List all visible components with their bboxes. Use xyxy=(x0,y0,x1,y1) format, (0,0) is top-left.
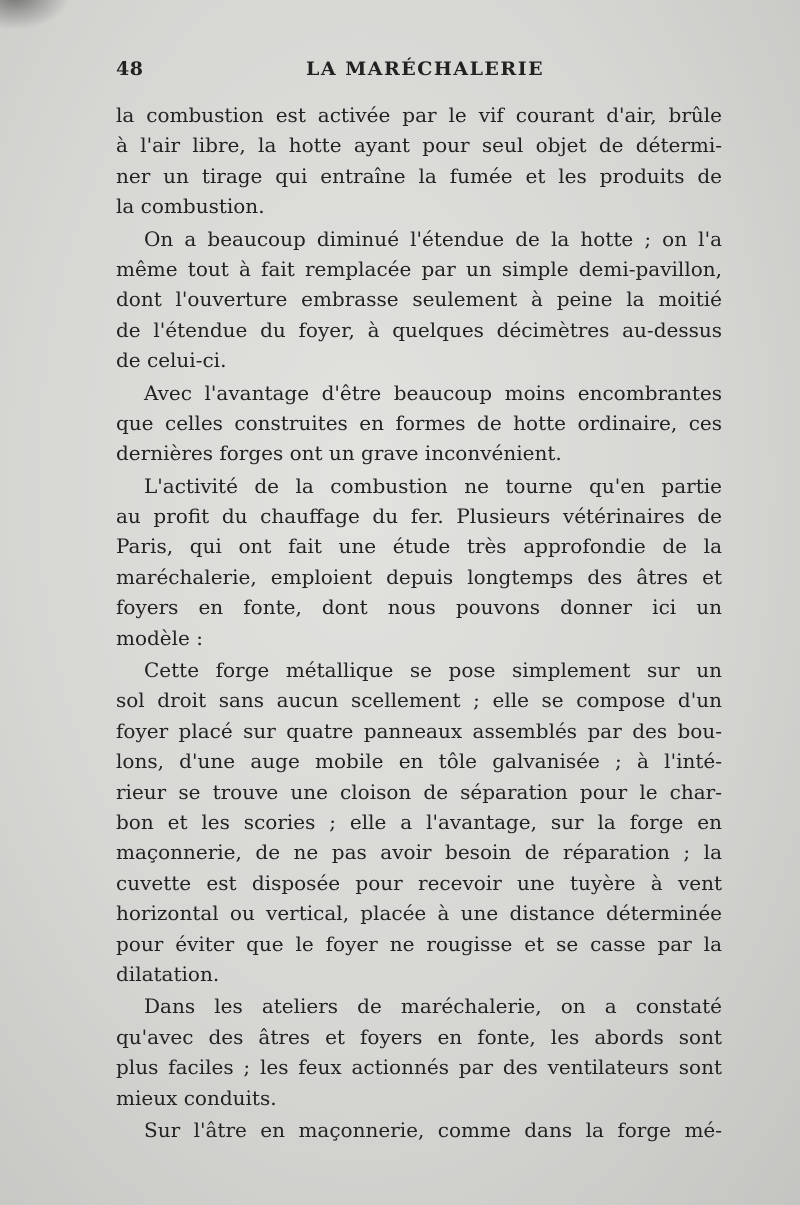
text-line: la combustion. xyxy=(116,194,265,219)
text-line: foyers en fonte, dont nous pouvons donner ici un xyxy=(116,595,722,620)
text-line: au profit du chauffage du fer. Plusieurs vétérinaires de xyxy=(116,504,722,529)
page-header xyxy=(116,58,726,88)
text-line: horizontal ou vertical, placée à une distance déterminée xyxy=(116,901,722,926)
text-line: foyer placé sur quatre panneaux assemblés par des bou- xyxy=(116,718,722,743)
text-line: rieur se trouve une cloison de séparation pour le char- xyxy=(116,779,722,804)
text-line: pour éviter que le foyer ne rougisse et se casse par la xyxy=(116,931,722,956)
text-line: Paris, qui ont fait une étude très approfondie de la xyxy=(116,534,722,559)
text-line: Avec l'avantage d'être beaucoup moins encombrantes xyxy=(144,380,722,405)
text-line: Cette forge métallique se pose simplement sur un xyxy=(144,658,722,683)
text-line: de l'étendue du foyer, à quelques décimètres au-dessus xyxy=(116,317,722,342)
text-line: cuvette est disposée pour recevoir une tuyère à vent xyxy=(116,870,722,895)
text-line: On a beaucoup diminué l'étendue de la hotte ; on l'a xyxy=(144,226,722,251)
text-line: que celles construites en formes de hotte ordinaire, ces xyxy=(116,410,722,435)
text-line: L'activité de la combustion ne tourne qu'en partie xyxy=(144,473,722,498)
text-line: maçonnerie, de ne pas avoir besoin de réparation ; la xyxy=(116,840,722,865)
text-line: à l'air libre, la hotte ayant pour seul objet de détermi- xyxy=(116,133,722,158)
text-line: Dans les ateliers de maréchalerie, on a constaté xyxy=(144,994,722,1019)
text-line: dilatation. xyxy=(116,961,220,986)
text-line: qu'avec des âtres et foyers en fonte, les abords sont xyxy=(116,1024,722,1049)
text-line: sol droit sans aucun scellement ; elle se compose d'un xyxy=(116,688,722,713)
text-line: bon et les scories ; elle a l'avantage, sur la forge en xyxy=(116,809,722,834)
text-line: même tout à fait remplacée par un simple demi-pavillon, xyxy=(116,256,722,281)
text-line: de celui-ci. xyxy=(116,348,227,373)
body-text xyxy=(116,100,722,1145)
text-line: dont l'ouverture embrasse seulement à peine la moitié xyxy=(116,287,722,312)
text-line: lons, d'une auge mobile en tôle galvanisée ; à l'inté- xyxy=(116,749,722,774)
text-line: plus faciles ; les feux actionnés par des ventilateurs sont xyxy=(116,1055,722,1080)
text-line: dernières forges ont un grave inconvénient. xyxy=(116,441,562,466)
text-line: Sur l'âtre en maçonnerie, comme dans la forge mé- xyxy=(144,1117,722,1142)
page-number: 48 xyxy=(116,58,144,80)
text-line: maréchalerie, emploient depuis longtemps des âtres et xyxy=(116,564,722,589)
text-line: ner un tirage qui entraîne la fumée et les produits de xyxy=(116,163,722,188)
text-line: la combustion est activée par le vif courant d'air, brûle xyxy=(116,103,722,127)
text-line: mieux conduits. xyxy=(116,1085,277,1110)
page-corner-shadow xyxy=(0,0,70,30)
running-title: LA MARÉCHALERIE xyxy=(306,58,545,80)
text-line: modèle : xyxy=(116,625,203,650)
